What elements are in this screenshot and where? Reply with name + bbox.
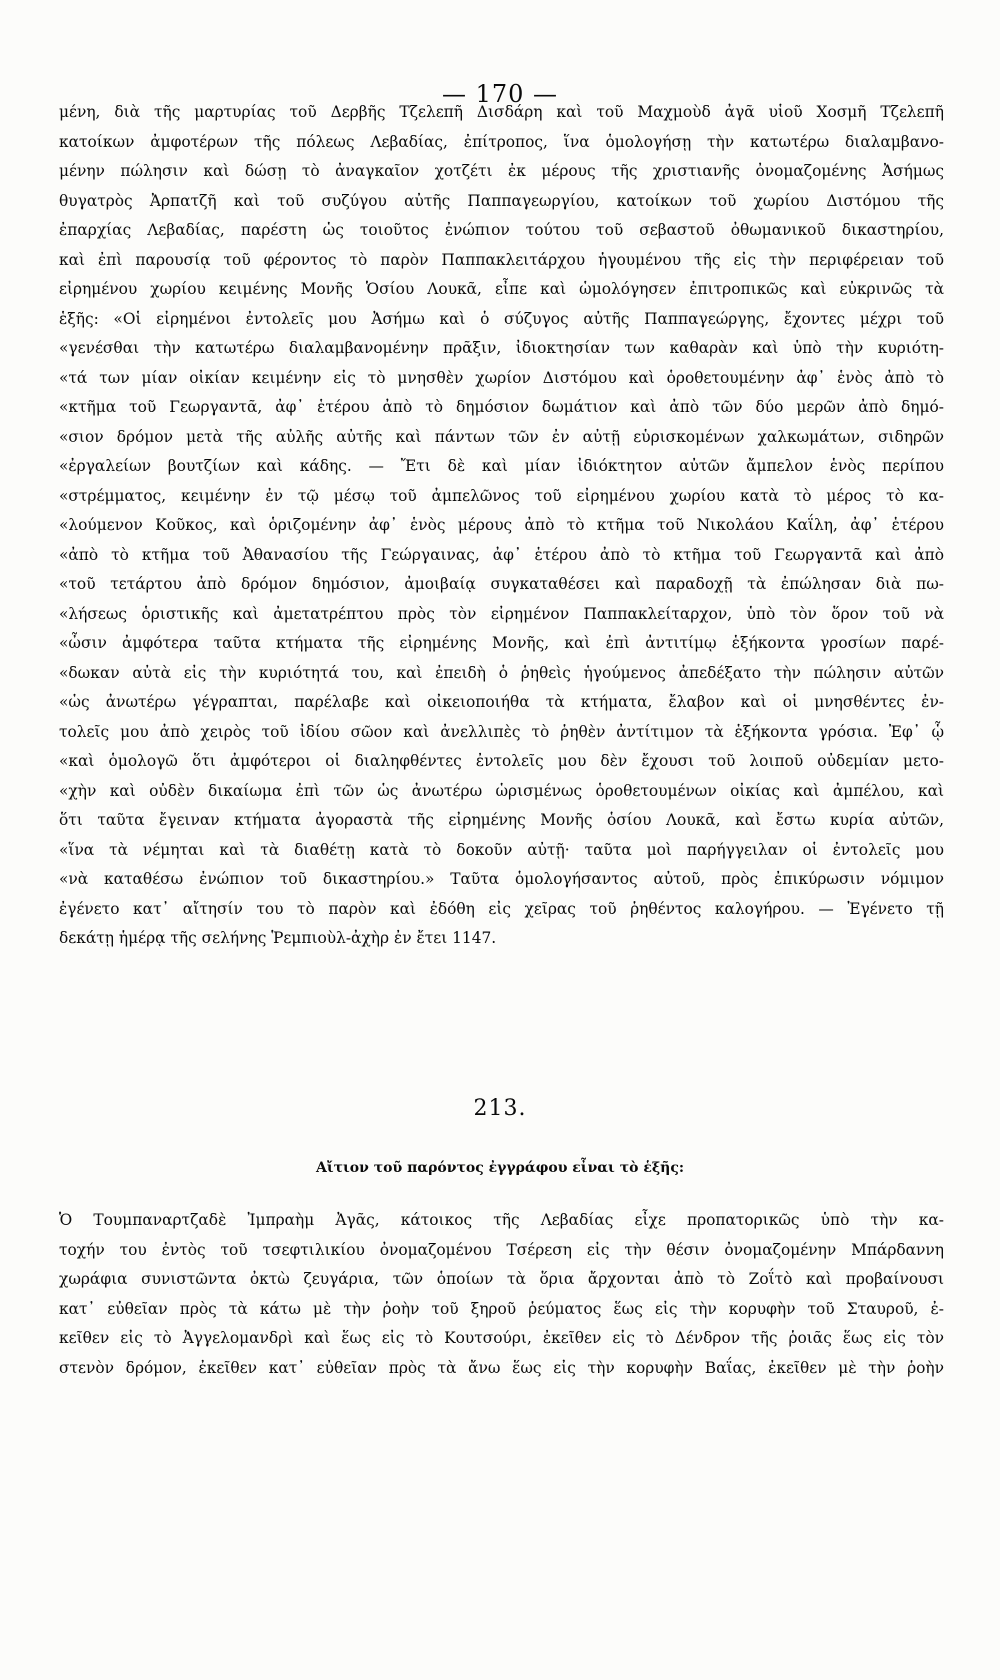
page-number: — 170 — <box>441 80 559 108</box>
text-line: τοχήν του ἐντὸς τοῦ τσεφτιλικίου ὀνομαζομένου Τσέρεση εἰς τὴν θέσιν ὀνομαζομένην Μπάρδαννη <box>59 1240 944 1259</box>
text-line: «στρέμματος, κειμένην ἐν τῷ μέσῳ τοῦ ἀμπελῶνος τοῦ εἰρημένου χωρίου κατὰ τὸ μέρος τὸ κα- <box>59 486 944 505</box>
text-line: μένη, διὰ τῆς μαρτυρίας τοῦ Δερβῆς Τζελεπῆ Δισδάρη καὶ τοῦ Μαχμοὺδ ἀγᾶ υἱοῦ Χοσμῆ Τζελεπῆ <box>59 103 944 121</box>
text-line: «χὴν καὶ οὐδὲν δικαίωμα ἐπὶ τῶν ὡς ἀνωτέρω ὡρισμένως ὁροθετουμένων οἰκίας καὶ ἀμπέλου, καὶ <box>59 781 944 800</box>
text-line: «λούμενον Κοῦκος, καὶ ὁριζομένην ἀφ᾽ ἑνὸς μέρους ἀπὸ τὸ κτῆμα τοῦ Νικολάου Καΐλη, ἀφ᾽ ἑτέρου <box>59 516 944 534</box>
continued-document-text <box>59 98 944 954</box>
document-number: 213. <box>473 1096 527 1121</box>
text-line: δεκάτῃ ἡμέρᾳ τῆς σελήνης Ῥεμπιοὺλ-ἀχὴρ ἐν ἔτει 1147. <box>59 929 497 947</box>
text-line: ἐγένετο κατ᾽ αἴτησίν του τὸ παρὸν καὶ ἐδόθη εἰς χεῖρας τοῦ ῥηθέντος καλογήρου. — Ἐγένετο τῇ <box>59 899 944 918</box>
new-document-text <box>59 1206 944 1383</box>
text-line: Ὁ Τουμπαναρτζαδὲ Ἰμπραὴμ Ἀγᾶς, κάτοικος τῆς Λεβαδίας εἶχε προπατορικῶς ὑπὸ τὴν κα- <box>59 1211 944 1229</box>
text-line: ἑξῆς: «Οἱ εἰρημένοι ἐντολεῖς μου Ἀσήμω καὶ ὁ σύζυγος αὐτῆς Παππαγεώργης, ἔχοντες μέχρι τοῦ <box>59 309 944 328</box>
text-line: κεῖθεν εἰς τὸ Ἀγγελομανδρὶ καὶ ἕως εἰς τὸ Κουτσούρι, ἐκεῖθεν εἰς τὸ Δένδρον τῆς ῥοιᾶς ἕως εἰς τὸν <box>59 1329 944 1347</box>
text-line: ἐπαρχίας Λεβαδίας, παρέστη ὡς τοιοῦτος ἐνώπιον τούτου τοῦ σεβαστοῦ ὀθωμανικοῦ δικαστηρίου, <box>59 221 944 239</box>
text-line: «ὦσιν ἀμφότερα ταῦτα κτήματα τῆς εἰρημένης Μονῆς, καὶ ἐπὶ ἀντιτίμῳ ἑξήκοντα γροσίων παρέ- <box>59 634 944 652</box>
text-line: «ἵνα τὰ νέμηται καὶ τὰ διαθέτῃ κατὰ τὸ δοκοῦν αὐτῇ· ταῦτα μοὶ παρήγγειλαν οἱ ἐντολεῖς μου <box>59 840 944 859</box>
text-line: «γενέσθαι τὴν κατωτέρω διαλαμβανομένην πρᾶξιν, ἰδιοκτησίαν των καθαρὰν καὶ ὑπὸ τὴν κυριότη- <box>59 339 944 357</box>
text-line: κατοίκων ἀμφοτέρων τῆς πόλεως Λεβαδίας, ἐπίτροπος, ἵνα ὁμολογήσῃ τὴν κατωτέρω διαλαμβανο- <box>59 132 944 151</box>
document-subtitle: Αἴτιον τοῦ παρόντος ἐγγράφου εἶναι τὸ ἑξῆς: <box>315 1160 685 1176</box>
text-line: μένην πώλησιν καὶ δώσῃ τὸ ἀναγκαῖον χοτζέτι ἐκ μέρους τῆς χριστιανῆς ὀνομαζομένης Ἀσήμως <box>59 162 944 180</box>
text-line: χωράφια συνιστῶντα ὀκτὼ ζευγάρια, τῶν ὁποίων τὰ ὅρια ἄρχονται ἀπὸ τὸ Ζοΐτὸ καὶ προβαίνουσι <box>59 1270 944 1288</box>
text-line: «κτῆμα τοῦ Γεωργαντᾶ, ἀφ᾽ ἑτέρου ἀπὸ τὸ δημόσιον δωμάτιον καὶ ἀπὸ τῶν δύο μερῶν ἀπὸ δημό- <box>59 398 944 416</box>
text-line: κατ᾽ εὐθεῖαν πρὸς τὰ κάτω μὲ τὴν ῥοὴν τοῦ ξηροῦ ῥεύματος ἕως εἰς τὴν κορυφὴν τοῦ Σταυροῦ, ἐ- <box>59 1299 944 1318</box>
text-line: «σιον δρόμον μετὰ τῆς αὐλῆς αὐτῆς καὶ πάντων τῶν ἐν αὐτῇ εὑρισκομένων χαλκωμάτων, σιδηρῶν <box>59 427 944 446</box>
text-line: στενὸν δρόμον, ἐκεῖθεν κατ᾽ εὐθεῖαν πρὸς τὰ ἄνω ἕως εἰς τὴν κορυφὴν Βαΐας, ἐκεῖθεν μὲ τὴν ῥοὴν <box>59 1358 944 1377</box>
text-line: «τά των μίαν οἰκίαν κειμένην εἰς τὸ μνησθὲν χωρίον Διστόμου καὶ ὁροθετουμένην ἀφ᾽ ἑνὸς ἀπὸ τὸ <box>59 368 944 387</box>
text-line: καὶ ἐπὶ παρουσίᾳ τοῦ φέροντος τὸ παρὸν Παππακλειτάρχου ἡγουμένου τῆς εἰς τὴν περιφέρειαν τοῦ <box>59 250 944 269</box>
text-line: εἰρημένου χωρίου κειμένης Μονῆς Ὁσίου Λουκᾶ, εἶπε καὶ ὡμολόγησεν ἐπιτροπικῶς καὶ εὐκρινῶς τὰ <box>59 280 944 298</box>
text-line: «λήσεως ὁριστικῆς καὶ ἀμετατρέπτου πρὸς τὸν εἰρημένον Παππακλείταρχον, ὑπὸ τὸν ὅρον τοῦ νὰ <box>59 604 944 623</box>
text-line: «ἀπὸ τὸ κτῆμα τοῦ Ἀθανασίου τῆς Γεώργαινας, ἀφ᾽ ἑτέρου ἀπὸ τὸ κτῆμα τοῦ Γεωργαντᾶ καὶ ἀπὸ <box>59 545 944 564</box>
text-line: θυγατρὸς Ἀρπατζῆ καὶ τοῦ συζύγου αὐτῆς Παππαγεωργίου, κατοίκων τοῦ χωρίου Διστόμου τῆς <box>59 191 944 210</box>
text-line: «νὰ καταθέσω ἐνώπιον τοῦ δικαστηρίου.» Ταῦτα ὁμολογήσαντος αὐτοῦ, πρὸς ἐπικύρωσιν νόμιμον <box>59 870 944 888</box>
text-line: ὅτι ταῦτα ἔγειναν κτήματα ἀγοραστὰ τῆς εἰρημένης Μονῆς ὁσίου Λουκᾶ, καὶ ἔστω κυρία αὐτῶν, <box>59 811 944 829</box>
text-line: «δωκαν αὐτὰ εἰς τὴν κυριότητά του, καὶ ἐπειδὴ ὁ ῥηθεὶς ἡγούμενος ἀπεδέξατο τὴν πώλησιν αὐτῶν <box>59 663 944 682</box>
text-line: τολεῖς μου ἀπὸ χειρὸς τοῦ ἰδίου σῶον καὶ ἀνελλιπὲς τὸ ῥηθὲν ἀντίτιμον τὰ ἑξήκοντα γρόσια. Ἐφ᾽ ᾧ <box>59 722 944 741</box>
text-line: «ἐργαλείων βουτζίων καὶ κάδης. — Ἔτι δὲ καὶ μίαν ἰδιόκτητον αὐτῶν ἄμπελον ἑνὸς περίπου <box>59 457 944 475</box>
text-line: «καὶ ὁμολογῶ ὅτι ἀμφότεροι οἱ διαληφθέντες ἐντολεῖς μου δὲν ἔχουσι τοῦ λοιποῦ οὐδεμίαν μετο- <box>59 752 944 770</box>
text-line: «ὡς ἀνωτέρω γέγραπται, παρέλαβε καὶ οἰκειοποιήθα τὰ κτήματα, ἔλαβον καὶ οἱ μνησθέντες ἐν- <box>59 693 944 711</box>
text-line: «τοῦ τετάρτου ἀπὸ δρόμον δημόσιον, ἀμοιβαίᾳ συγκαταθέσει καὶ παραδοχῇ τὰ ἐπώλησαν διὰ πω- <box>59 575 944 593</box>
